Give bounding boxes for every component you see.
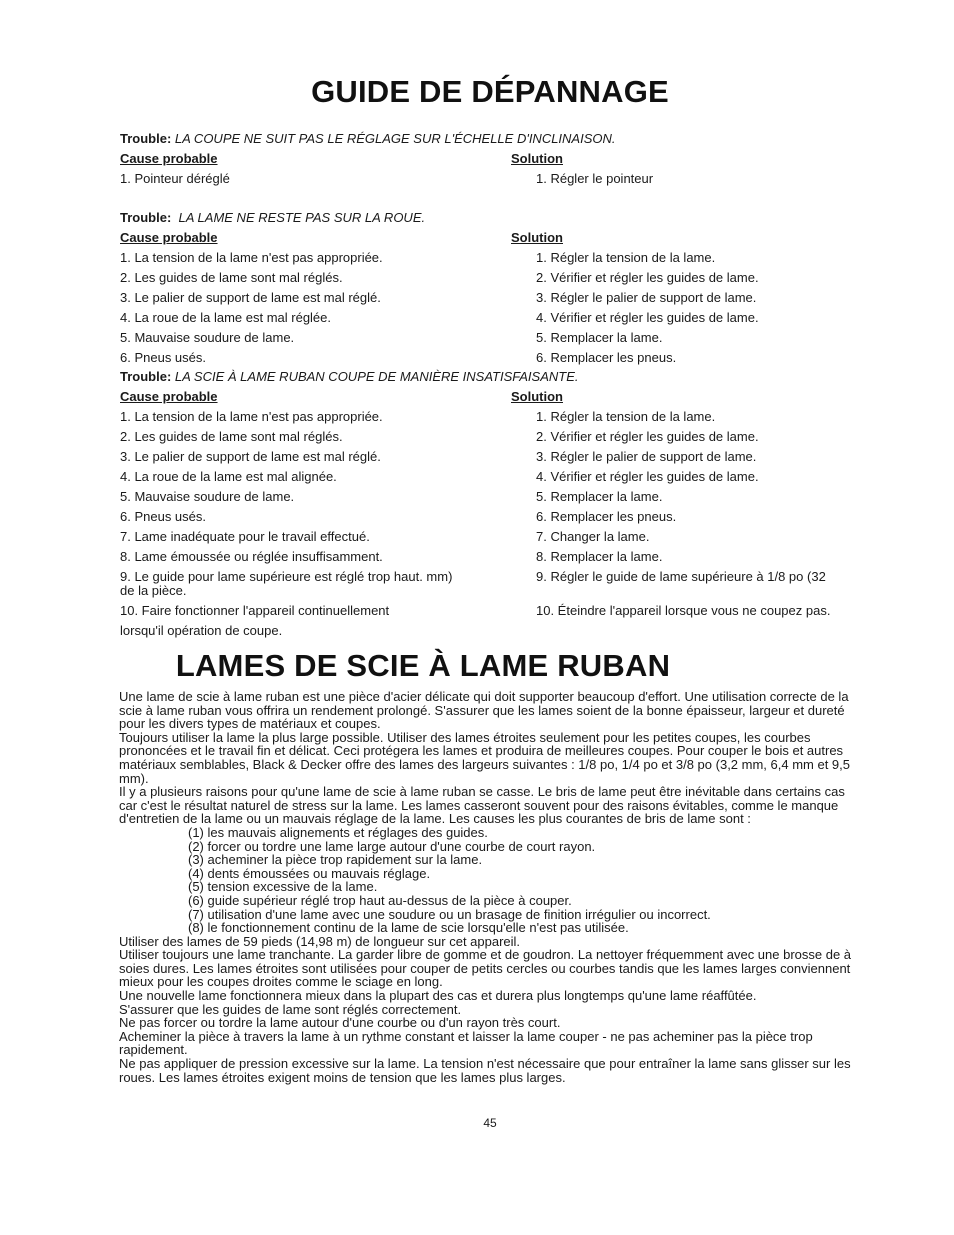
trouble-row <box>120 288 880 308</box>
solution-item: 10. Éteindre l'appareil lorsque vous ne coupez pas. <box>536 603 831 618</box>
trouble-row <box>120 308 880 328</box>
trouble-row <box>120 547 880 567</box>
trouble-text: LA COUPE NE SUIT PAS LE RÉGLAGE SUR L'ÉCHELLE D'INCLINAISON. <box>174 131 616 146</box>
solution-item: 3. Régler le palier de support de lame. <box>536 290 757 305</box>
cause-header: Cause probable <box>120 389 218 404</box>
trouble-section-1 <box>120 129 880 189</box>
solution-item: 1. Régler le pointeur <box>536 171 654 186</box>
trouble-row <box>120 169 880 189</box>
trouble-label: Trouble: <box>120 131 172 146</box>
list-item: (1) les mauvais alignements et réglages des guides. <box>188 824 488 840</box>
solution-item: 2. Vérifier et régler les guides de lame. <box>536 429 759 444</box>
solution-item: 5. Remplacer la lame. <box>536 489 663 504</box>
solution-item: 1. Régler la tension de la lame. <box>536 250 716 265</box>
trouble-row <box>120 248 880 268</box>
body-paragraph: S'assurer que les guides de lame sont réglés correctement. <box>119 1001 462 1017</box>
cause-item: 1. La tension de la lame n'est pas appropriée. <box>120 409 383 424</box>
cause-header: Cause probable <box>120 151 218 166</box>
trouble-label: Trouble: <box>120 369 172 384</box>
solution-item: 8. Remplacer la lame. <box>536 549 663 564</box>
trouble-row <box>120 407 880 427</box>
column-headers <box>120 228 880 248</box>
solution-item: 4. Vérifier et régler les guides de lame. <box>536 469 759 484</box>
body-paragraph: Une nouvelle lame fonctionnera mieux dans la plupart des cas et durera plus longtemps qu'une lame réaffûtée. <box>119 988 757 1004</box>
list-item: (2) forcer ou tordre une lame large autour d'une courbe de court rayon. <box>188 838 596 854</box>
cause-continuation: lorsqu'il opération de coupe. <box>120 623 283 638</box>
trouble-text: LA SCIE À LAME RUBAN COUPE DE MANIÈRE INSATISFAISANTE. <box>174 369 579 384</box>
body-paragraph: Toujours utiliser la lame la plus large possible. Utiliser des lames étroites seulement pour les petites coupes, les courbes prononcées et le travail fin et délicat. Ceci protégera les lames et produira de meilleures coupes. Pour couper le bois et autres matériaux semblables, Black & Decker offre des lames des largeurs suivantes : 1/8 po, 1/4 po et 3/8 po (3,2 mm, 6,4 mm et 9,5 mm). <box>119 729 851 786</box>
trouble-line <box>120 208 880 228</box>
breakage-causes-list <box>119 826 864 935</box>
cause-item: 4. La roue de la lame est mal alignée. <box>120 469 337 484</box>
trouble-row <box>120 527 880 547</box>
cause-item: 10. Faire fonctionner l'appareil continuellement <box>120 603 390 618</box>
list-item: (5) tension excessive de la lame. <box>188 879 378 895</box>
solution-item: 5. Remplacer la lame. <box>536 330 663 345</box>
cause-item: 2. Les guides de lame sont mal réglés. <box>120 270 343 285</box>
trouble-line <box>120 367 880 387</box>
list-item: (8) le fonctionnement continu de la lame de scie lorsqu'elle n'est pas utilisée. <box>188 920 629 936</box>
cause-item: 4. La roue de la lame est mal réglée. <box>120 310 332 325</box>
trouble-row <box>120 328 880 348</box>
solution-item: 2. Vérifier et régler les guides de lame. <box>536 270 759 285</box>
cause-header: Cause probable <box>120 230 218 245</box>
trouble-text: LA LAME NE RESTE PAS SUR LA ROUE. <box>178 210 426 225</box>
solution-item: 6. Remplacer les pneus. <box>536 509 677 524</box>
trouble-row <box>120 487 880 507</box>
trouble-line <box>120 129 880 149</box>
trouble-row <box>120 567 880 601</box>
trouble-row <box>120 601 880 621</box>
cause-item: 1. Pointeur déréglé <box>120 171 230 186</box>
list-item: (7) utilisation d'une lame avec une soudure ou un brasage de finition irrégulier ou incorrect. <box>188 906 711 922</box>
cause-item: 3. Le palier de support de lame est mal réglé. <box>120 290 381 305</box>
cause-item: 5. Mauvaise soudure de lame. <box>120 330 295 345</box>
cause-item: 6. Pneus usés. <box>120 350 206 365</box>
blades-title: LAMES DE SCIE À LAME RUBAN <box>175 648 671 683</box>
solution-item: 1. Régler la tension de la lame. <box>536 409 716 424</box>
solution-item: 3. Régler le palier de support de lame. <box>536 449 757 464</box>
trouble-row <box>120 348 880 368</box>
trouble-row <box>120 268 880 288</box>
column-headers <box>120 387 880 407</box>
trouble-section-3 <box>120 367 880 641</box>
trouble-row <box>120 467 880 487</box>
trouble-section-2 <box>120 208 880 368</box>
page-number: 45 <box>483 1116 497 1130</box>
trouble-row <box>120 447 880 467</box>
solution-header: Solution <box>511 151 563 166</box>
solution-item: 4. Vérifier et régler les guides de lame. <box>536 310 759 325</box>
cause-item: 7. Lame inadéquate pour le travail effectué. <box>120 529 370 544</box>
cause-item: 6. Pneus usés. <box>120 509 206 524</box>
trouble-label: Trouble: <box>120 210 172 225</box>
body-paragraph: Utiliser des lames de 59 pieds (14,98 m) de longueur sur cet appareil. <box>119 933 521 949</box>
solution-item: 7. Changer la lame. <box>536 529 650 544</box>
cause-item: 9. Le guide pour lame supérieure est réglé trop haut. mm) de la pièce. <box>120 569 453 598</box>
list-item: (6) guide supérieur réglé trop haut au-dessus de la pièce à couper. <box>188 892 572 908</box>
trouble-row <box>120 427 880 447</box>
column-headers <box>120 149 880 169</box>
body-paragraph: Ne pas forcer ou tordre la lame autour d'une courbe ou d'un rayon très court. <box>119 1015 561 1031</box>
solution-header: Solution <box>511 230 563 245</box>
list-item: (3) acheminer la pièce trop rapidement sur la lame. <box>188 852 483 868</box>
cause-item: 3. Le palier de support de lame est mal réglé. <box>120 449 381 464</box>
body-paragraph: Acheminer la pièce à travers la lame à un rythme constant et laisser la lame couper - ne pas acheminer pas la pièce trop rapidement. <box>119 1028 813 1058</box>
body-paragraph: Utiliser toujours une lame tranchante. La garder libre de gomme et de goudron. La nettoyer fréquemment avec une brosse de à soies dures. Les lames étroites sont utilisées pour couper de petits cercles ou courbes tandis que les lames larges conviennent mieux pour les coupes droites comme le sciage en long. <box>119 947 852 990</box>
body-paragraph: Il y a plusieurs raisons pour qu'une lame de scie à lame ruban se casse. Le bris de lame peut être inévitable dans certains cas car c'est le résultat naturel de stress sur la lame. Les lames casseront souvent pour des raisons évitables, comme le manque d'entretien de la lame ou un mauvais réglage de la lame. Les causes les plus courantes de bris de lame sont : <box>119 784 845 827</box>
cause-item: 2. Les guides de lame sont mal réglés. <box>120 429 343 444</box>
solution-item: 9. Régler le guide de lame supérieure à 1/8 po (32 <box>536 569 826 584</box>
cause-item: 8. Lame émoussée ou réglée insuffisamment. <box>120 549 383 564</box>
solution-header: Solution <box>511 389 563 404</box>
blades-body <box>119 690 864 1084</box>
troubleshooting-title: GUIDE DE DÉPANNAGE <box>311 74 669 109</box>
cause-item: 5. Mauvaise soudure de lame. <box>120 489 295 504</box>
cause-item: 1. La tension de la lame n'est pas appropriée. <box>120 250 383 265</box>
body-paragraph: Ne pas appliquer de pression excessive sur la lame. La tension n'est nécessaire que pour entraîner la lame sans glisser sur les roues. Les lames étroites exigent moins de tension que les lames plus larges. <box>119 1056 851 1085</box>
trouble-row <box>120 507 880 527</box>
solution-item: 6. Remplacer les pneus. <box>536 350 677 365</box>
list-item: (4) dents émoussées ou mauvais réglage. <box>188 865 431 881</box>
trouble-row <box>120 621 880 641</box>
body-paragraph: Une lame de scie à lame ruban est une pièce d'acier délicate qui doit supporter beaucoup d'effort. Une utilisation correcte de la scie à lame ruban vous offrira un rendement prolongé. S'assurer que les lames soient de la bonne épaisseur, largeur et dureté pour les divers types de matériaux et coupes. <box>119 689 849 732</box>
